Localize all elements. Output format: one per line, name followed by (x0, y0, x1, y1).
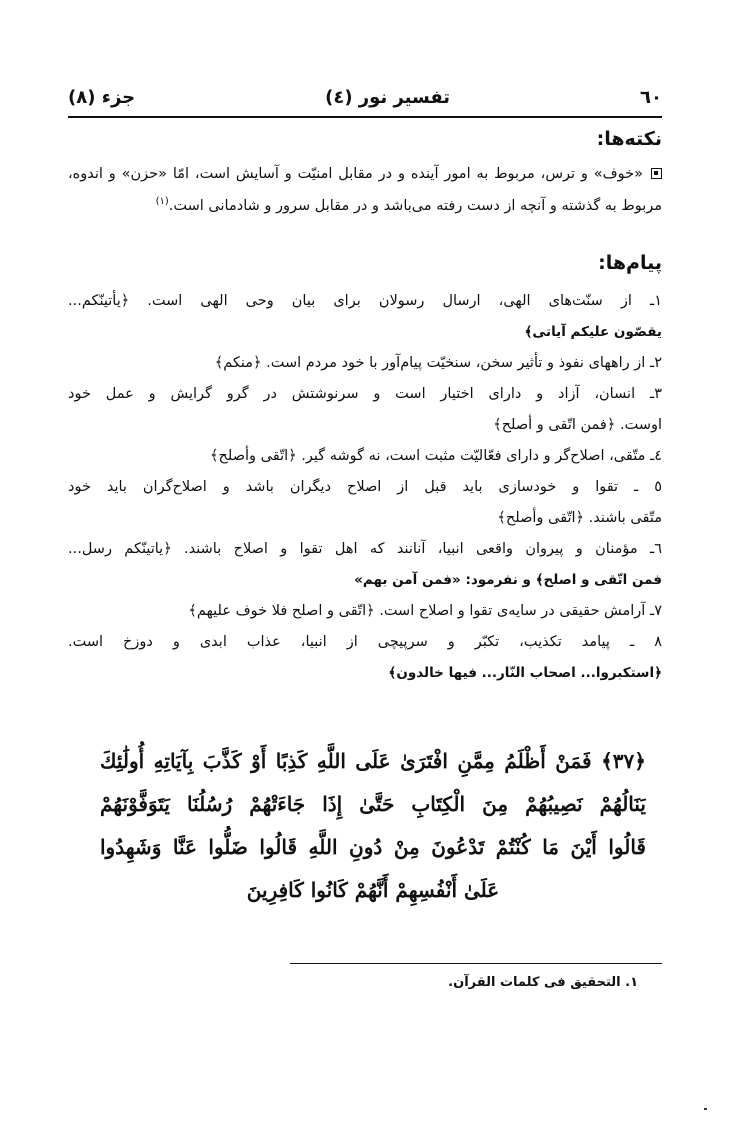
messages-list (68, 286, 662, 689)
messages-title: پیام‌ها: (598, 252, 662, 274)
verse-line: يَنَالُهُمْ نَصِيبُهُمْ مِنَ الْكِتَابِ حَتَّىٰ إِذَا جَاءَتْهُمْ رُسُلُنَا يَتَوَفَّوْنَهُمْ (100, 792, 646, 816)
notes-title: نکته‌ها: (596, 128, 662, 150)
message-line: ٨ ـ پیامد تکذیب، تکبّر و سرپیچی از انبیا، عذاب ابدی و دوزخ است. (68, 634, 662, 650)
book-title: تفسیر نور (٤) (325, 86, 451, 108)
square-bullet-icon (651, 168, 662, 179)
notes-paragraph (68, 160, 662, 220)
message-line: اوست. ﴿فمن اتّقی و أصلح﴾ (493, 417, 662, 433)
footnote-divider (290, 963, 662, 964)
running-header (68, 82, 662, 112)
message-line: ٥ ـ تقوا و خودسازی باید قبل از اصلاح دیگران باشد و اصلاح‌گران باید خود (68, 479, 662, 495)
message-line: متّقی باشند. ﴿اتّقی وأصلح﴾ (497, 510, 662, 526)
message-line: ٣ـ انسان، آزاد و دارای اختیار است و سرنوشتش در گرو گرایش و عمل خود (68, 386, 662, 402)
verse-line: عَلَىٰ أَنْفُسِهِمْ أَنَّهُمْ كَانُوا كَافِرِينَ (246, 878, 500, 902)
page-number: ٦٠ (640, 86, 662, 108)
quote-line: ﴿استکبروا... اصحاب النّار... فیها خالدون﴾ (388, 665, 662, 681)
footnote: ١. التحقیق فی کلمات القرآن. (448, 975, 638, 990)
verse-line: ﴿٣٧﴾ فَمَنْ أَظْلَمُ مِمَّنِ افْتَرَىٰ عَلَى اللَّهِ كَذِبًا أَوْ كَذَّبَ بِآيَاتِهِ أُولَٰئِكَ (100, 749, 646, 773)
message-line: ١ـ از سنّت‌های الهی، ارسال رسولان برای بیان وحی الهی است. ﴿یأتینّکم... (68, 293, 662, 309)
scan-speck (704, 1108, 707, 1110)
message-line: ٦ـ مؤمنان و پیروان واقعی انبیا، آنانند که اهل تقوا و اصلاح باشند. ﴿یاتینّکم رسل... (68, 541, 662, 557)
message-line: ٢ـ از راههای نفوذ و تأثیر سخن، سنخیّت پیام‌آور با خود مردم است. ﴿منکم﴾ (214, 355, 662, 371)
header-divider (68, 116, 662, 118)
quote-line: فمن اتّقی و اصلح﴾ و نفرمود: «فمن آمن بهم» (354, 572, 662, 588)
part-number: جزء (٨) (68, 86, 136, 108)
message-line: ٧ـ آرامش حقیقی در سایه‌ی تقوا و اصلاح است. ﴿اتّقی و اصلح فلا خوف علیهم﴾ (188, 603, 662, 619)
footnote-reference: (١) (155, 196, 169, 207)
quote-line: یقصّون علیکم آیاتی﴾ (524, 324, 662, 340)
notes-text: «خوف» و ترس، مربوط به امور آینده و در مقابل امنیّت و آسایش است، امّا «حزن» و اندوه، مربوط به گذشته و آنچه از دست رفته می‌باشد و در مقابل سرور و شادمانی است. (68, 166, 662, 214)
quran-verse (100, 740, 646, 912)
message-line: ٤ـ متّقی، اصلاح‌گر و دارای فعّالیّت مثبت است، نه گوشه گیر. ﴿اتّقی وأصلح﴾ (210, 448, 662, 464)
verse-line: قَالُوا أَيْنَ مَا كُنْتُمْ تَدْعُونَ مِنْ دُونِ اللَّهِ قَالُوا ضَلُّوا عَنَّا وَشَهِدُوا (100, 835, 646, 859)
